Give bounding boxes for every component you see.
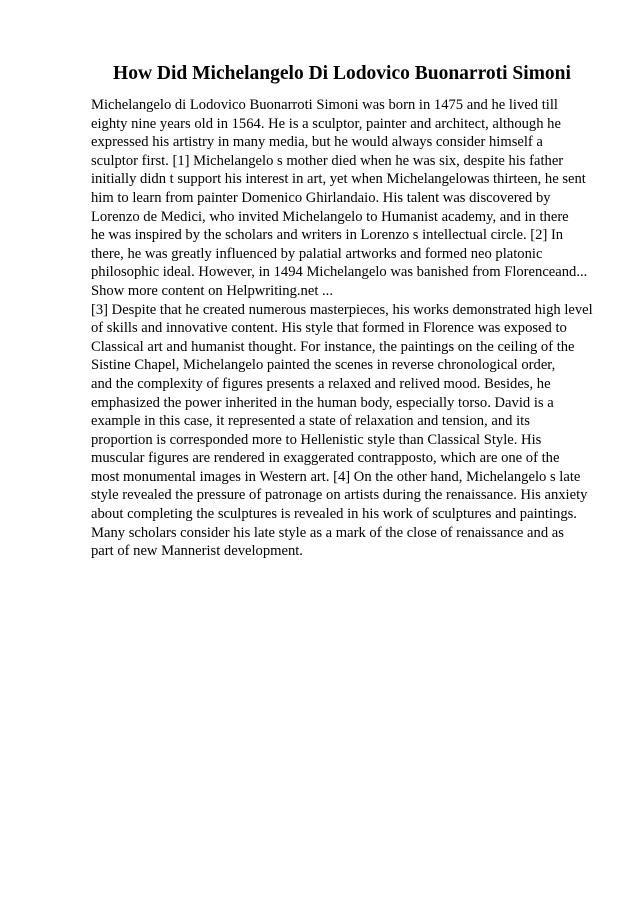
show-more-line: Show more content on Helpwriting.net ...	[91, 282, 333, 299]
body-line: most monumental images in Western art. [4] On the other hand, Michelangelo s late	[91, 468, 581, 485]
body-line: Classical art and humanist thought. For instance, the paintings on the ceiling of the	[91, 338, 575, 355]
body-line: Sistine Chapel, Michelangelo painted the scenes in reverse chronological order,	[91, 357, 556, 374]
body-line: there, he was greatly influenced by palatial artworks and formed neo platonic	[91, 245, 543, 262]
body-line: example in this case, it represented a state of relaxation and tension, and its	[91, 413, 530, 430]
body-line: expressed his artistry in many media, but he would always consider himself a	[91, 134, 543, 151]
body-line: Lorenzo de Medici, who invited Michelangelo to Humanist academy, and in there	[91, 208, 569, 225]
body-line: emphasized the power inherited in the human body, especially torso. David is a	[91, 394, 554, 411]
body-line: of skills and innovative content. His style that formed in Florence was exposed to	[91, 320, 567, 337]
body-line: initially didn t support his interest in art, yet when Michelangelowas thirteen, he sent	[91, 171, 586, 188]
body-line: and the complexity of figures presents a relaxed and relived mood. Besides, he	[91, 375, 551, 392]
body-line: part of new Mannerist development.	[91, 543, 303, 560]
body-line: Many scholars consider his late style as a mark of the close of renaissance and as	[91, 524, 564, 541]
body-line: him to learn from painter Domenico Ghirlandaio. His talent was discovered by	[91, 189, 551, 206]
body-line: he was inspired by the scholars and writers in Lorenzo s intellectual circle. [2] In	[91, 227, 564, 244]
body-line: Michelangelo di Lodovico Buonarroti Simoni was born in 1475 and he lived till	[91, 97, 558, 113]
body-line: eighty nine years old in 1564. He is a sculptor, painter and architect, although he	[91, 115, 561, 132]
body-line: sculptor first. [1] Michelangelo s mother died when he was six, despite his father	[91, 152, 564, 169]
document-body	[91, 96, 601, 561]
body-line: [3] Despite that he created numerous masterpieces, his works demonstrated high level	[91, 301, 593, 318]
body-line: muscular figures are rendered in exaggerated contrapposto, which are one of the	[91, 450, 560, 467]
body-line: style revealed the pressure of patronage on artists during the renaissance. His anxiety	[91, 487, 588, 504]
body-line: proportion is corresponded more to Hellenistic style than Classical Style. His	[91, 431, 542, 448]
body-line: philosophic ideal. However, in 1494 Michelangelo was banished from Florenceand...	[91, 264, 588, 281]
document-title: How Did Michelangelo Di Lodovico Buonarroti Simoni	[113, 63, 571, 84]
body-line: about completing the sculptures is revealed in his work of sculptures and paintings.	[91, 506, 577, 523]
